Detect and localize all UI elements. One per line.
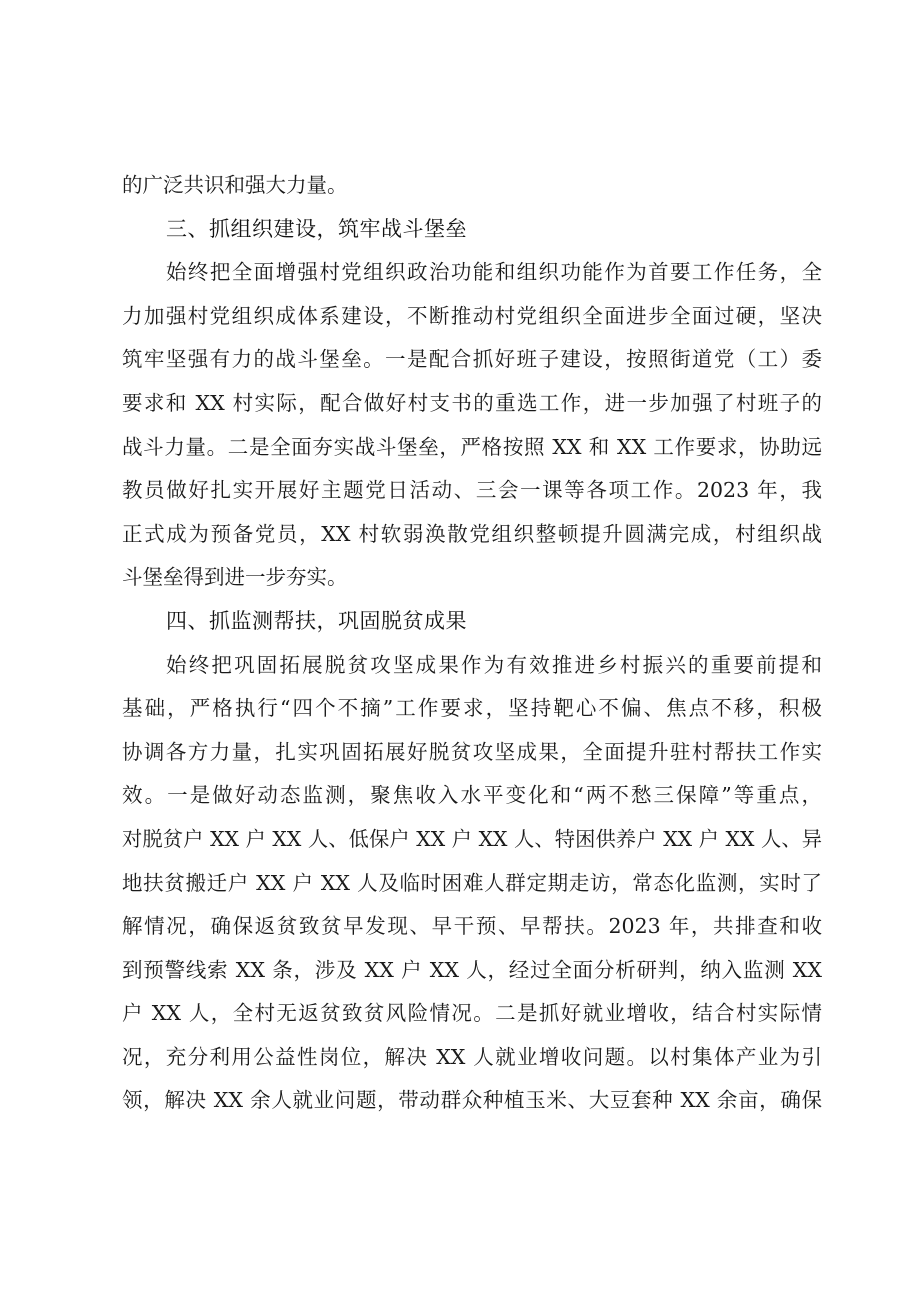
paragraph-line: 地扶贫搬迁户 XX 户 XX 人及临时困难人群定期走访，常态化监测，实时了 [122, 870, 822, 895]
paragraph-line: 要求和 XX 村实际，配合做好村支书的重选工作，进一步加强了村班子的 [122, 390, 822, 415]
paragraph-line: 解情况，确保返贫致贫早发现、早干预、早帮扶。2023 年，共排查和收 [122, 914, 822, 939]
paragraph-line: 对脱贫户 XX 户 XX 人、低保户 XX 户 XX 人、特困供养户 XX 户 XX 人、异 [122, 826, 822, 851]
paragraph-line: 正式成为预备党员，XX 村软弱涣散党组织整顿提升圆满完成，村组织战 [122, 521, 822, 546]
section-3-paragraph [122, 251, 822, 600]
section-heading-4: 四、抓监测帮扶，巩固脱贫成果 [166, 608, 467, 633]
paragraph-line: 领，解决 XX 余人就业问题，带动群众种植玉米、大豆套种 XX 余亩，确保 [122, 1088, 822, 1113]
paragraph-line: 的广泛共识和强大力量。 [122, 173, 348, 197]
paragraph-line: 户 XX 人，全村无返贫致贫风险情况。二是抓好就业增收，结合村实际情 [122, 1001, 822, 1026]
paragraph-line: 始终把巩固拓展脱贫攻坚成果作为有效推进乡村振兴的重要前提和 [166, 652, 822, 677]
paragraph-line: 教员做好扎实开展好主题党日活动、三会一课等各项工作。2023 年，我 [122, 478, 822, 503]
paragraph-line: 始终把全面增强村党组织政治功能和组织功能作为首要工作任务，全 [166, 260, 822, 285]
section-4-paragraph [122, 644, 822, 1124]
paragraph-line: 到预警线索 XX 条，涉及 XX 户 XX 人，经过全面分析研判，纳入监测 XX [122, 957, 822, 982]
paragraph-line: 战斗力量。二是全面夯实战斗堡垒，严格按照 XX 和 XX 工作要求，协助远 [122, 434, 822, 459]
paragraph-line: 力加强村党组织成体系建设，不断推动村党组织全面进步全面过硬，坚决 [122, 303, 822, 328]
paragraph-line: 协调各方力量，扎实巩固拓展好脱贫攻坚成果，全面提升驻村帮扶工作实 [122, 739, 822, 764]
paragraph-line: 效。一是做好动态监测，聚焦收入水平变化和“两不愁三保障”等重点， [122, 783, 822, 808]
paragraph-line: 况，充分利用公益性岗位，解决 XX 人就业增收问题。以村集体产业为引 [122, 1044, 822, 1069]
paragraph-line: 筑牢坚强有力的战斗堡垒。一是配合抓好班子建设，按照街道党（工）委 [122, 347, 822, 372]
document-body [122, 164, 822, 1123]
paragraph-line: 基础，严格执行“四个不摘”工作要求，坚持靶心不偏、焦点不移，积极 [122, 696, 822, 721]
paragraph-line: 斗堡垒得到进一步夯实。 [122, 565, 348, 590]
section-heading-3: 三、抓组织建设，筑牢战斗堡垒 [166, 216, 467, 241]
